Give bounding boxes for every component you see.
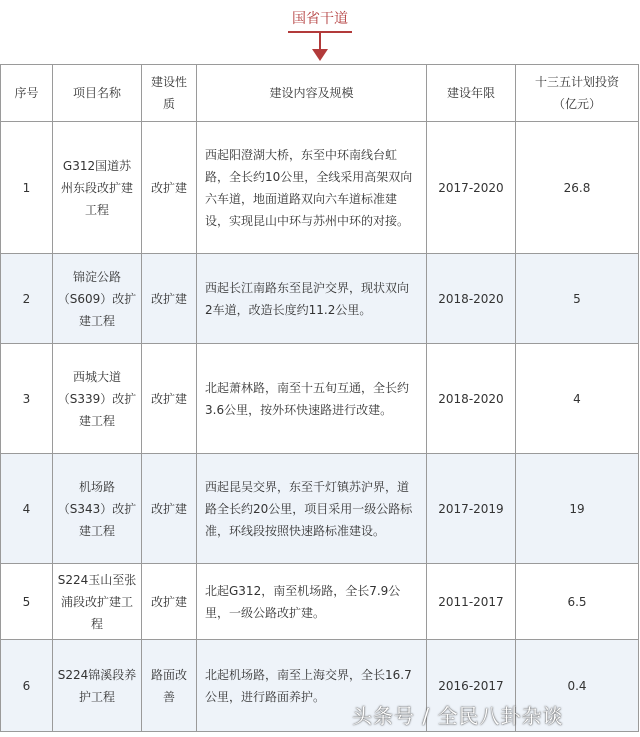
table-row — [1, 454, 639, 564]
watermark: 头条号 / 全民八卦杂谈 — [352, 704, 564, 728]
col-header-content: 建设内容及规模 — [197, 65, 427, 122]
cell-no: 2 — [1, 254, 53, 344]
col-header-years: 建设年限 — [427, 65, 516, 122]
cell-no: 3 — [1, 344, 53, 454]
cell-years: 2011-2017 — [427, 564, 516, 640]
cell-type: 改扩建 — [142, 122, 197, 254]
col-header-investment: 十三五计划投资（亿元） — [516, 65, 639, 122]
table-row — [1, 564, 639, 640]
cell-name: 机场路（S343）改扩建工程 — [53, 454, 142, 564]
cell-type: 改扩建 — [142, 344, 197, 454]
cell-years: 2017-2020 — [427, 122, 516, 254]
cell-years: 2018-2020 — [427, 254, 516, 344]
cell-name: G312国道苏州东段改扩建工程 — [53, 122, 142, 254]
section-title: 国省干道 — [292, 11, 348, 27]
cell-name: 锦淀公路（S609）改扩建工程 — [53, 254, 142, 344]
cell-investment: 6.5 — [516, 564, 639, 640]
cell-investment: 0.4 — [516, 640, 639, 732]
table-row — [1, 254, 639, 344]
table-row — [1, 122, 639, 254]
cell-investment: 19 — [516, 454, 639, 564]
cell-investment: 26.8 — [516, 122, 639, 254]
cell-type: 改扩建 — [142, 454, 197, 564]
cell-type: 路面改善 — [142, 640, 197, 732]
table-row — [1, 344, 639, 454]
col-header-type: 建设性质 — [142, 65, 197, 122]
table-header-row — [1, 65, 639, 122]
cell-content: 西起阳澄湖大桥，东至中环南线台虹路，全长约10公里，全线采用高架双向六车道，地面道路双向六车道标准建设，实现昆山中环与苏州中环的对接。 — [197, 122, 427, 254]
cell-no: 1 — [1, 122, 53, 254]
cell-name: S224锦溪段养护工程 — [53, 640, 142, 732]
cell-content: 西起昆吴交界，东至千灯镇苏沪界，道路全长约20公里，项目采用一级公路标准，环线段按照快速路标准建设。 — [197, 454, 427, 564]
cell-investment: 5 — [516, 254, 639, 344]
cell-investment: 4 — [516, 344, 639, 454]
cell-years: 2017-2019 — [427, 454, 516, 564]
cell-years: 2018-2020 — [427, 344, 516, 454]
down-arrow-icon — [311, 33, 329, 63]
cell-content: 北起机场路，南至上海交界，全长16.7公里，进行路面养护。 — [197, 640, 427, 732]
project-table — [0, 64, 639, 732]
cell-content: 北起G312，南至机场路，全长7.9公里，一级公路改扩建。 — [197, 564, 427, 640]
cell-type: 改扩建 — [142, 254, 197, 344]
cell-no: 5 — [1, 564, 53, 640]
cell-no: 6 — [1, 640, 53, 732]
cell-name: S224玉山至张浦段改扩建工程 — [53, 564, 142, 640]
col-header-no: 序号 — [1, 65, 53, 122]
cell-content: 西起长江南路东至昆沪交界，现状双向2车道，改造长度约11.2公里。 — [197, 254, 427, 344]
cell-type: 改扩建 — [142, 564, 197, 640]
col-header-name: 项目名称 — [53, 65, 142, 122]
cell-years: 2016-2017 — [427, 640, 516, 732]
cell-name: 西城大道（S339）改扩建工程 — [53, 344, 142, 454]
section-header — [0, 0, 640, 64]
cell-no: 4 — [1, 454, 53, 564]
cell-content: 北起萧林路，南至十五旬互通，全长约3.6公里，按外环快速路进行改建。 — [197, 344, 427, 454]
